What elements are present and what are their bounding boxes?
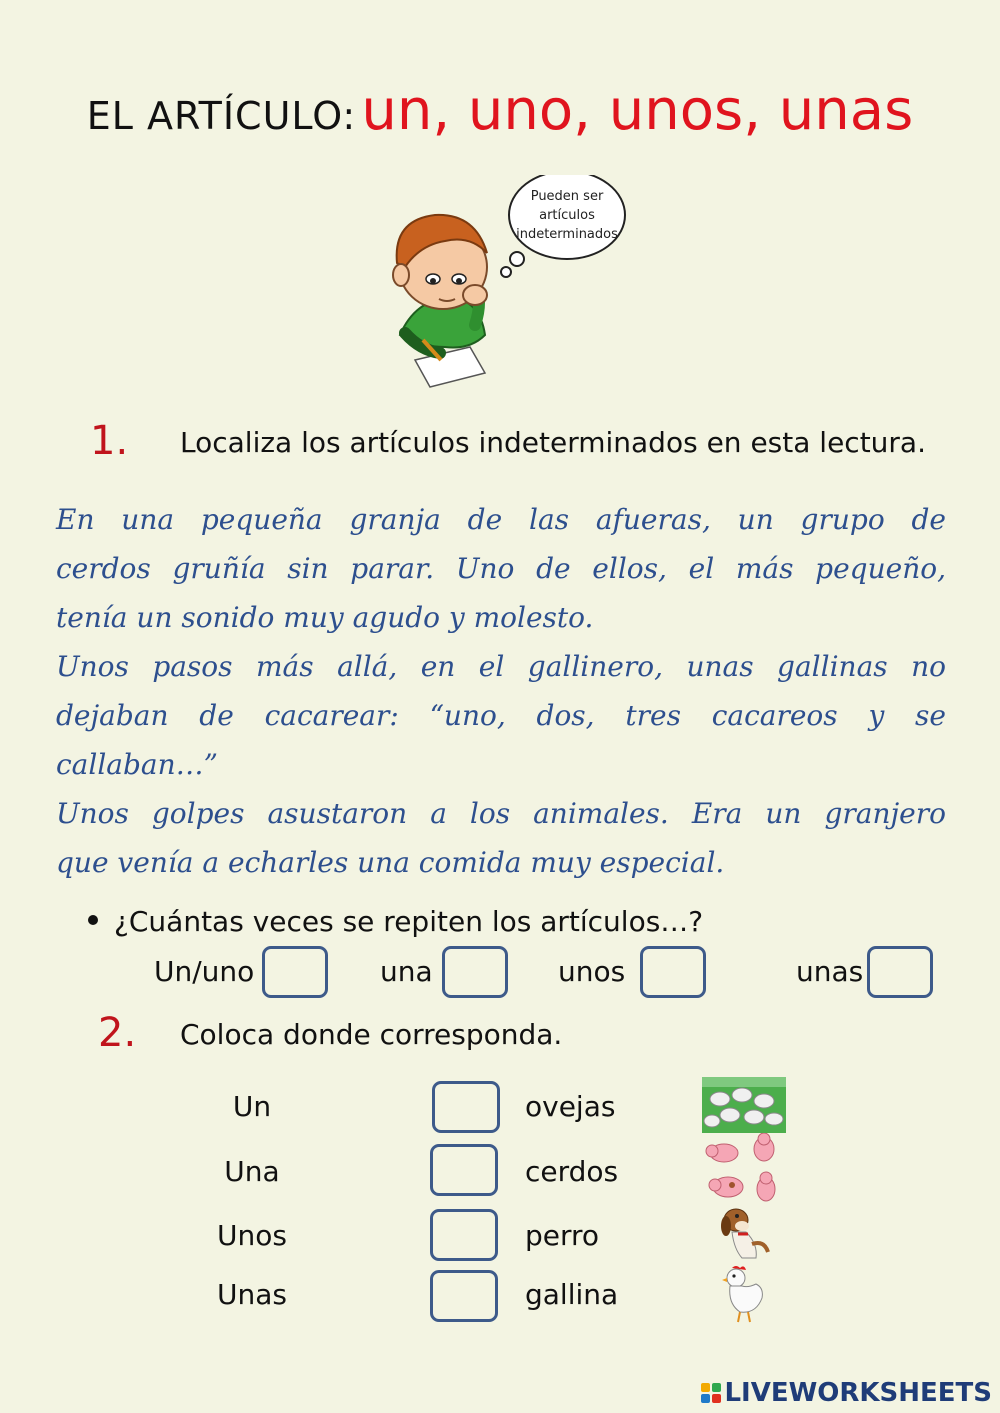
count-question — [88, 905, 703, 938]
count-label-un-uno: Un/uno — [154, 955, 255, 988]
count-answer-box-un-uno[interactable] — [262, 946, 328, 998]
bubble-line-2: artículos — [539, 208, 595, 223]
title-articles: un, uno, unos, unas — [361, 78, 914, 143]
title-prefix: EL ARTÍCULO: — [86, 94, 357, 138]
liveworksheets-logo — [701, 1378, 992, 1408]
reading-line: Unos golpes asustaron a los animales. Era un granjero — [56, 797, 946, 830]
reading-line: callaban…” — [56, 748, 218, 781]
count-label-una: una — [380, 955, 433, 988]
article-unos: Unos — [217, 1219, 287, 1252]
liveworksheets-logo-icon — [701, 1383, 721, 1403]
bubble-line-3: indeterminados — [516, 227, 618, 242]
reading-line: dejaban de cacarear: “uno, dos, tres cacareos y se — [56, 699, 946, 732]
match-box-1[interactable] — [432, 1081, 500, 1133]
count-label-unas: unas — [796, 955, 864, 988]
dog-picture — [712, 1204, 772, 1264]
noun-perro: perro — [525, 1219, 600, 1252]
reading-line: que venía a echarles una comida muy especial. — [56, 846, 725, 879]
noun-cerdos: cerdos — [525, 1155, 619, 1188]
reading-line: Unos pasos más allá, en el gallinero, unas gallinas no — [56, 650, 946, 683]
count-answer-box-unas[interactable] — [867, 946, 933, 998]
count-question-text: ¿Cuántas veces se repiten los artículos…? — [114, 905, 704, 938]
hen-picture — [718, 1264, 768, 1324]
section-1-instruction: Localiza los artículos indeterminados en esta lectura. — [180, 426, 926, 459]
reading-line: tenía un sonido muy agudo y molesto. — [56, 601, 594, 634]
boy-thinking-illustration — [375, 175, 645, 390]
section-1-number: 1. — [90, 418, 129, 464]
article-unas: Unas — [217, 1278, 287, 1311]
reading-line: En una pequeña granja de las afueras, un grupo de — [56, 503, 946, 536]
count-answer-box-unos[interactable] — [640, 946, 706, 998]
article-una: Una — [224, 1155, 280, 1188]
section-2-number: 2. — [98, 1010, 137, 1056]
match-box-4[interactable] — [430, 1270, 498, 1322]
count-answer-box-una[interactable] — [442, 946, 508, 998]
pigs-picture — [704, 1133, 784, 1207]
count-label-unos: unos — [558, 955, 626, 988]
page-title — [0, 78, 1000, 143]
reading-passage — [56, 495, 946, 887]
liveworksheets-brand-text: LIVEWORKSHEETS — [724, 1378, 992, 1408]
noun-ovejas: ovejas — [525, 1090, 616, 1123]
reading-line: cerdos gruñía sin parar. Uno de ellos, el más pequeño, — [56, 552, 946, 585]
noun-gallina: gallina — [525, 1278, 619, 1311]
section-2-instruction: Coloca donde corresponda. — [180, 1018, 563, 1051]
bullet-icon — [88, 915, 98, 925]
bubble-line-1: Pueden ser — [530, 189, 604, 204]
sheep-flock-picture — [702, 1077, 786, 1133]
match-box-3[interactable] — [430, 1209, 498, 1261]
match-box-2[interactable] — [430, 1144, 498, 1196]
article-un: Un — [232, 1090, 272, 1123]
